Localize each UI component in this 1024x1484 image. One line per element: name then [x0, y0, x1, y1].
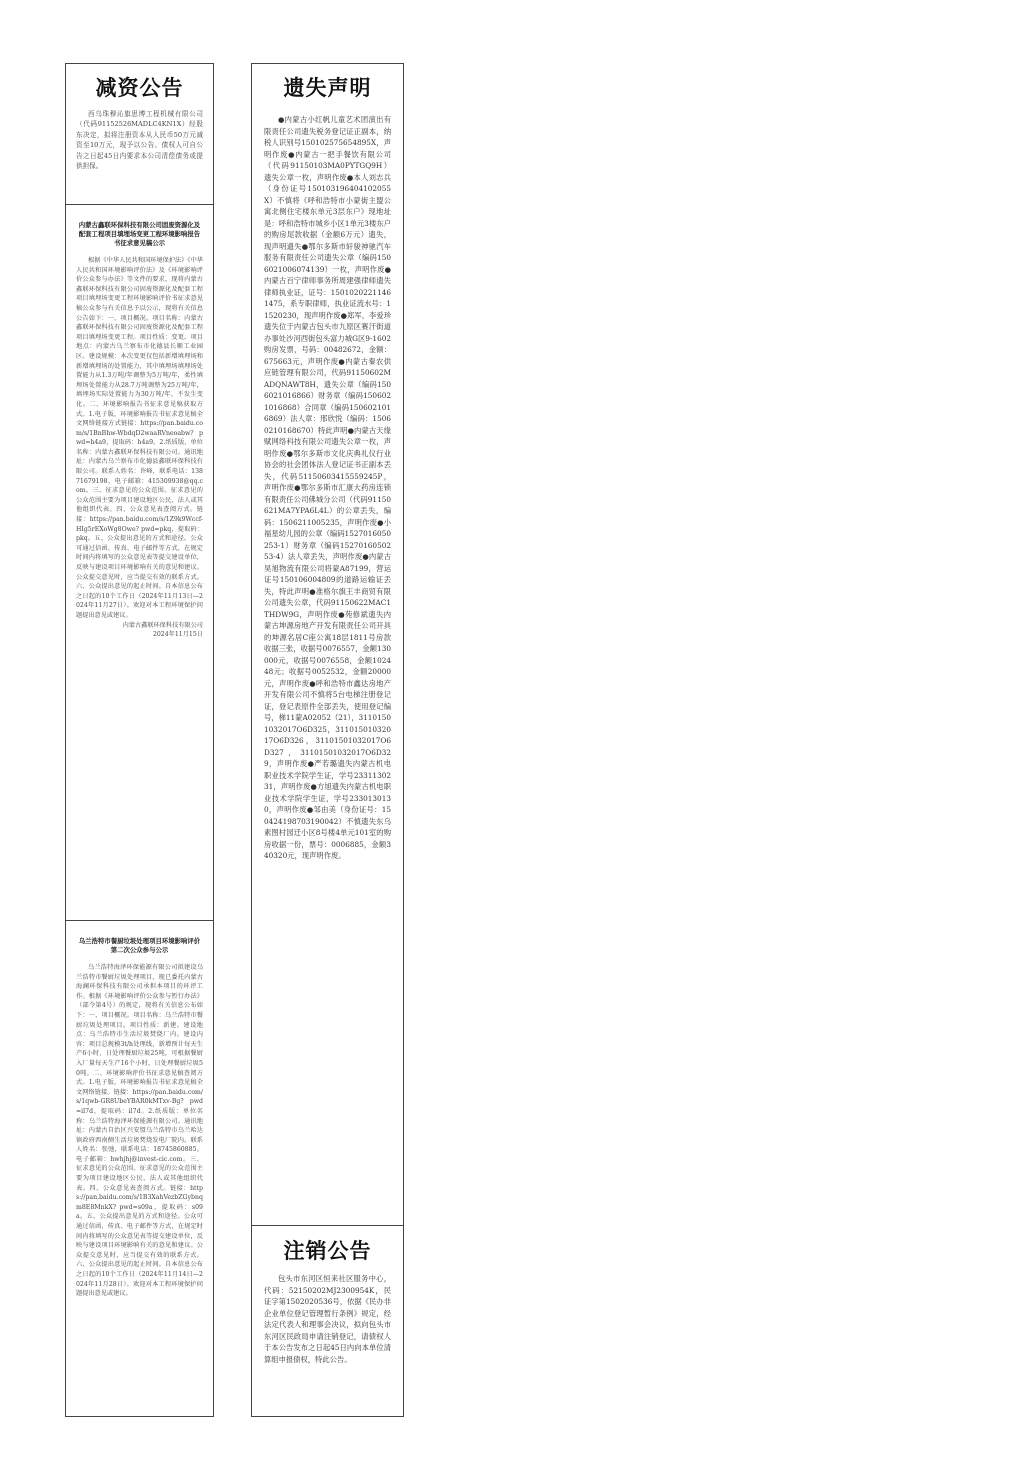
xinlian-signature-company: 内蒙古鑫联环保科技有限公司: [122, 621, 203, 629]
deregistration-title: 注销公告: [283, 1239, 372, 1263]
right-notice-column: [251, 63, 404, 1417]
eia-publicity-xinlian: [66, 205, 213, 920]
eia-publicity-ulanhot: [66, 921, 213, 1417]
capital-reduction-body: 西乌珠穆沁旗思博工程机械有限公司（代码91152526MADLC4KN1X）经股东决定，拟将注册资本从人民币50万元减资至10万元，现予以公告。债权人可自公告之日起45日内要求本公司清偿债务或提供担保。: [76, 110, 203, 171]
xinlian-signature-date: 2024年11月15日: [152, 631, 203, 639]
ulanhot-notice-title: 乌兰浩特市餐厨垃圾处理项目环境影响评价第二次公众参与公示: [78, 937, 201, 954]
deregistration-notice: [252, 1226, 403, 1417]
ulanhot-notice-body: 乌兰浩特海泽环保能源有限公司拟建设乌兰浩特市餐厨垃圾处理项目，现已委托内蒙古海澜环保科技有限公司承担本项目的环评工作。根据《环境影响评价公众参与暂行办法》（部令第4号）的规定，现将有关信息公布如下：一、项目概况。项目名称：乌兰浩特市餐厨垃圾处理项目。项目性质：新建。建设地点：乌兰浩特市生活垃圾焚烧厂内。建设内容：项目总规模3t/h处理线，新增预计每天生产6小时，日处理餐厨垃圾25吨，可根据餐厨入厂量每天生产16个小时，日处理餐厨垃圾50吨。二、环境影响评价书征求意见稿查阅方式。1.电子版，环境影响报告书征求意见稿全文网络链接。链接：https://pan.baidu.com/s/1qwb-GR8UbeYBAR0kMTxv-Bg? pwd=il7d，提取码：il7d。2.纸质版：单位名称：乌兰浩特海泽环保能源有限公司。通讯地址：内蒙古自治区兴安盟乌兰浩特市乌兰哈达镇政府西南侧生活垃圾焚烧发电厂院内。联系人姓名：张弛，联系电话：18745860885。电子邮箱：hwhjhj@invest-cic.com。三、征求意见的公众范围。征求意见的公众范围主要为项目建设地区公民、法人或其他组织代表。四、公众意见表查阅方式。链接：https://pan.baidu.com/s/1B3XahVezbZGybnqm8E8MnkX? pwd=s09a，提取码：s09a。五、公众提出意见的方式和途径。公众可通过信函、传真、电子邮件等方式，在规定时间内将填写的公众意见表等提交建设单位，反映与建设项目环境影响有关的意见和建议。公众提交意见时，应当提交有效的联系方式。六、公众提出意见的起止时间。自本信息公布之日起的10个工作日（2024年11月14日—2024年11月28日）。欢迎对本工程环境保护问题提出意见或建议。: [76, 964, 203, 1298]
deregistration-body: 包头市东河区恒来社区服务中心，代码：52150202MJ2300954K，民证字第1502020536号，依据《民办非企业单位登记管理暂行条例》规定，经法定代表人和理事会决议，拟向包头市东河区民政局申请注销登记，请债权人于本公告发布之日起45日内向本单位清算组申报债权，特此公告。: [264, 1274, 391, 1364]
loss-declaration-notice: [252, 64, 403, 1225]
loss-declaration-title: 遗失声明: [283, 76, 372, 100]
xinlian-notice-body: 根据《中华人民共和国环境保护法》《中华人民共和国环境影响评价法》及《环境影响评价公众参与办法》等文件的要求，现将内蒙古鑫联环保科技有限公司固废资源化及配套工程项目填埋场变更工程环境影响评价书征求意见稿公众参与有关信息予以公示，现将有关信息公告如下：一、项目概况。项目名称：内蒙古鑫联环保科技有限公司固废资源化及配套工程项目填埋场变更工程。项目性质：变更。项目地点：内蒙古乌兰察布市化德县长顺工业园区。建设规模：本次变更仅包括新增填埋场和新增填埋场的处置能力，其中填埋场填埋场处置能力从1.3万吨/年调整为5万吨/年，柔性填埋场处置能力从28.7万吨调整为25万吨/年，填埋场实际处置能力为30万吨/年，不发生变化。二、环境影响报告书征求意见稿获取方式。1.电子版，环境影响报告书征求意见稿全文网络链接方式链接：https://pan.baidu.com/s/1BnBhw-WbdqD2waaRVneoabw? pwd=h4a9，提取码：h4a9。2.纸质版，单位名称：内蒙古鑫联环保科技有限公司。通讯地址：内蒙古乌兰察布市化德县鑫联环保科技有限公司。联系人姓名：许峰，联系电话：13871679198，电子邮箱：415309938@qq.com。三、征求意见的公众范围。征求意见的公众范围主要为项目建设地区公民、法人或其他组织代表。四、公众意见表查阅方式。链接：https://pan.baidu.com/s/1Z9k9Wccf-HIg5rEXoWg8Owe? pwd=pkq，提取码：pkq。五、公众提出意见的方式和途径。公众可通过信函、传真、电子邮件等方式，在规定时间内将填写的公众意见表等提交建设单位，反映与建设项目环境影响有关的意见和建议。公众提交意见时，应当提交有效的联系方式。六、公众提出意见的起止时间。自本信息公布之日起的10个工作日（2024年11月13日—2024年11月27日）。欢迎对本工程环境保护问题提出意见或建议。: [76, 257, 203, 619]
capital-reduction-title: 减资公告: [95, 76, 184, 100]
capital-reduction-notice: [66, 64, 213, 204]
left-notice-column: [65, 63, 214, 1417]
loss-declaration-body: ●内蒙古小红帆儿童艺术团演出有限责任公司遗失税务登记证正副本，纳税人识别号150102575654895X，声明作废●内蒙古一把手餐饮有限公司（代码91150103MA0PYTGQ9H）遗失公章一枚，声明作废●本人刘志兵（身份证号150103196404102055X）不慎将《呼和浩特市小蒙街主盟公寓北侧住宅楼东单元3层东户》现地址是：呼和浩特市城乡小区1单元3楼东户的购房尾款收据（金额6万元）遗失，现声明遗失●鄂尔多斯市轩骏神驰汽车服务有限责任公司遗失公章（编码1506021006074139）一枚，声明作废●内蒙古百宁律师事务所周建强律师遗失律师执业证，证号：15010202211461475，系专职律师，执业证流水号：11520230，现声明作废●郑军、李爱珍遗失位于内蒙古包头市九原区赛汗街道办事处沙河西街包头富力城G区9-1602购房发票，号码：00482672，金额：675663元，声明作废●内蒙古秦农供应链管理有限公司，代码91150602MADQNAWT8H，遗失公章（编码1506021016866）财务章（编码1506021016868）合同章（编码1506021016869）法人章：邢欣悦（编码：15060210168670）特此声明●内蒙古天缘赋网络科技有限公司遗失公章一枚，声明作废●鄂尔多斯市文化庆典礼仪行业协会的社会团体法人登记证书正副本丢失，代码51150603415559245P，声明作废●鄂尔多斯市汇康大药房连锁有限责任公司佛城分公司（代码91150621MA7YPA6L4L）的公章丢失，编码：1506211005235，声明作废●小福星幼儿园的公章（编码1527016050253-1）财务章（编码1527016050253-4）法人章丢失，声明作废●内蒙古昊旭物流有限公司将蒙A87199，营运证号150106004809的道路运输证丢失，特此声明●准格尔旗王丰商贸有限公司遗失公章，代码91150622MAC1THDW9G，声明作废●苑修斌遗失内蒙古坤源房地产开发有限责任公司开具的坤源名居C座公寓18层1811号房款收据三张，收据号0076557，金额130000元，收据号0076558，金额102448元；收据号0052532，金额20000元，声明作废●呼和浩特市鑫达房地产开发有限公司不慎将5台电梯注册登记证，登记表原件全部丢失，使用登记编号，梯11蒙A02052（21），31101501032017O6D325，31101501032017O6D326，31101501032017O6D327，31101501032017O6D329，声明作废●严若璐遗失内蒙古机电职业技术学院学生证，学号2331130231，声明作废●方旭遗失内蒙古机电职业技术学院学生证，学号2330130130，声明作废●邹由美（身份证号：150424198703190042）不慎遗失东乌素图村园迁小区8号楼4单元101室的购房收据一份，票号：0006885，金额340320元，现声明作废。: [264, 115, 391, 860]
xinlian-notice-title: 内蒙古鑫联环保科技有限公司固废资源化及配套工程项目填埋场变更工程环境影响报告书征求意见稿公示: [78, 221, 201, 247]
